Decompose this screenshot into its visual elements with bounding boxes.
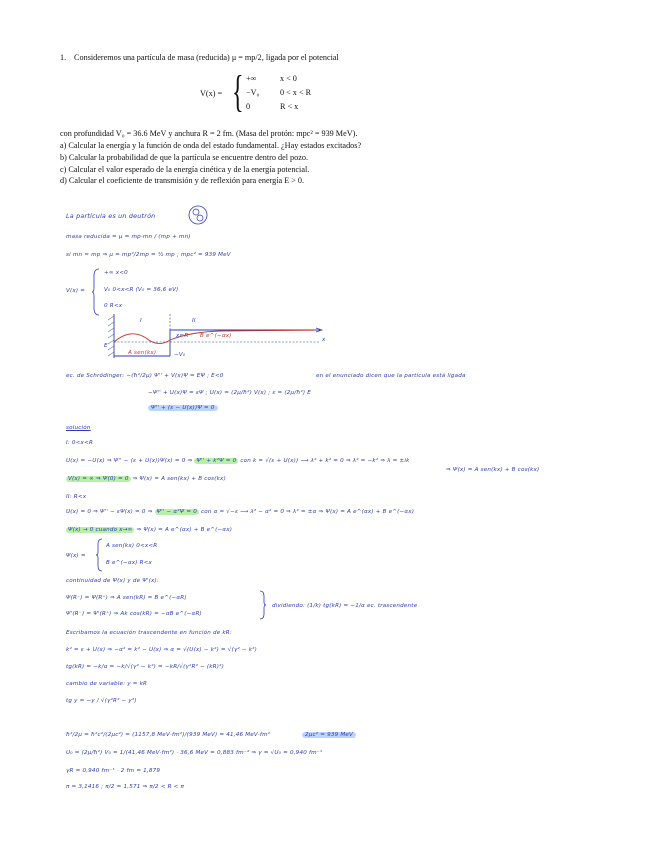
note-heading: I: 0<x<R <box>66 440 94 446</box>
note-line: ec. de Schrödinger: −(ħ²/2μ) Ψ'' + V(x)Ψ = EΨ ; E<0 <box>66 373 224 379</box>
note-line: γR = 0,940 fm⁻¹ · 2 fm = 1,879 <box>66 768 161 774</box>
note-line: en el enunciado dicen que la partícula está ligada <box>316 373 466 379</box>
note-line: Ψ(R⁻) = Ψ(R⁺) ⇒ A sen(kR) = B e^(−αR) <box>66 595 187 601</box>
note-line: ħ²/2μ = ħ²c²/(2μc²) = (1157,8 MeV·fm²)/(939 MeV) = 41,46 MeV·fm² <box>66 732 271 738</box>
note-line: U(x) = 0 ⇒ Ψ'' − εΨ(x) = 0 ⇒ Ψ'' − α²Ψ = 0 con α = √−ε ⟶ λ² − α² = 0 ⇒ λ² = ±α ⇒ Ψ(x) = A e^(αx) + B e^(−αx) <box>66 509 415 515</box>
note-line: U(x) = −U(x) ⇒ Ψ'' − (ε + U(x))Ψ(x) = 0 ⇒ Ψ'' + k²Ψ = 0 con k = √(ε + U(x)) ⟶ λ² + k² = 0 ⇒ λ² = −k² ⇒ λ = ±ik <box>66 458 410 464</box>
note-line: Ψ(x) → 0 cuando x→∞ ⇒ Ψ(x) = A e^(αx) + B e^(−αx) <box>68 527 233 533</box>
problem-item-b: b) Calcular la probabilidad de que la partícula se encuentre dentro del pozo. <box>60 152 309 162</box>
sketch-label: x <box>322 337 326 343</box>
note-line: Ψ(x) = <box>66 553 86 559</box>
problem-item-d: d) Calcular el coeficiente de transmisión y de reflexión para energía E > 0. <box>60 176 305 186</box>
sketch-region-label: I <box>140 318 142 324</box>
sketch-label: E <box>104 343 108 349</box>
note-line: La partícula es un deutrón <box>66 212 156 220</box>
note-line: Ψ'(R⁻) = Ψ'(R⁺) ⇒ Ak cos(kR) = −αB e^(−αR) <box>66 611 202 617</box>
potential-case: −V₀ 0 < x < R <box>246 87 312 97</box>
note-heading: solución <box>66 425 91 431</box>
note-line: dividiendo: (1/k) tg(kR) = −1/α ec. trascendente <box>272 603 418 609</box>
brace-icon <box>92 268 100 316</box>
note-line: +∞ x<0 <box>104 270 128 276</box>
sketch-label: B e^(−αx) <box>200 333 232 339</box>
problem-number: 1. <box>60 53 67 62</box>
potential-case: +∞ x < 0 <box>246 73 297 83</box>
sketch-label: A sen(kx) <box>128 350 157 356</box>
note-line: V₀ 0<x<R (V₀ = 36,6 eV) <box>104 287 179 293</box>
note-line: 0 R<x <box>104 303 123 309</box>
note-line: continuidad de Ψ(x) y de Ψ'(x): <box>66 578 159 584</box>
brace-icon <box>260 590 266 620</box>
sketch-label: x=R <box>176 333 189 339</box>
potential-definition <box>60 66 620 122</box>
sketch-region-label: II <box>192 318 196 324</box>
note-line: 2μc² = 939 MeV <box>302 732 356 738</box>
note-line: ⇒ Ψ(x) = A sen(kx) + B cos(kx) <box>446 467 540 473</box>
deuteron-icon <box>188 205 208 225</box>
note-line: si mn ≈ mp ⇒ μ = mp²/2mp = ½ mp ; mpc² = 939 MeV <box>66 252 231 258</box>
note-line: π = 3,1416 ; π/2 = 1,571 ⇒ π/2 < R < π <box>66 784 185 790</box>
note-line: k² = ε + U(x) ⇒ −α² = k² − U(x) ⇒ α = √(U(x) − k²) = √(γ² − k²) <box>66 647 258 653</box>
note-line: Ψ'' + (ε − U(x))Ψ = 0 <box>148 405 218 411</box>
brace-icon <box>96 538 103 572</box>
problem-item-c: c) Calcular el valor esperado de la energía cinética y de la energía potencial. <box>60 164 310 174</box>
note-line: masa reducida = μ = mp·mn / (mp + mn) <box>66 234 191 240</box>
note-line: U₀ = (2μ/ħ²) V₀ = 1/(41,46 MeV·fm²) · 36,6 MeV = 0,883 fm⁻² ⇒ γ = √U₀ = 0,940 fm⁻¹ <box>66 750 323 756</box>
problem-item-a: a) Calcular la energía y la función de onda del estado fundamental. ¿Hay estados excitados? <box>60 140 362 150</box>
note-heading: II: R<x <box>66 494 87 500</box>
potential-case: 0 R < x <box>246 101 299 111</box>
problem-statement <box>60 52 620 187</box>
potential-cases <box>246 72 311 114</box>
note-line: V(x) = ∞ ⇒ Ψ(0) = 0 ⇒ Ψ(x) = A sen(kx) + B cos(kx) <box>68 476 226 482</box>
problem-intro: 1. Consideremos una partícula de masa (reducida) μ = mp/2, ligada por el potencial <box>60 53 339 62</box>
note-line: Escribamos la ecuación trascendente en función de kR: <box>66 630 232 636</box>
note-line: tg y = −y / √(γ²R² − y²) <box>66 698 137 704</box>
note-line: A sen(kx) 0<x<R <box>106 543 158 549</box>
note-line: B e^(−αx) R<x <box>106 560 153 566</box>
note-line: cambio de variable: y = kR <box>66 681 148 687</box>
problem-params: con profundidad V₀ = 36.6 MeV y anchura R = 2 fm. (Masa del protón: mpc² = 939 MeV). <box>60 128 358 138</box>
note-line: −Ψ'' + U(x)Ψ = εΨ ; U(x) = (2μ/ħ²) V(x) ; ε = (2μ/ħ²) E <box>148 390 311 396</box>
note-line: V(x) = <box>66 288 86 294</box>
brace-glyph: { <box>232 66 244 116</box>
potential-lhs: V(x) = <box>200 88 223 98</box>
sketch-label: −V₀ <box>174 352 186 358</box>
note-line: tg(kR) = −k/α = −k/√(γ² − k²) = −kR/√(γ²R² − (kR)²) <box>66 664 224 670</box>
